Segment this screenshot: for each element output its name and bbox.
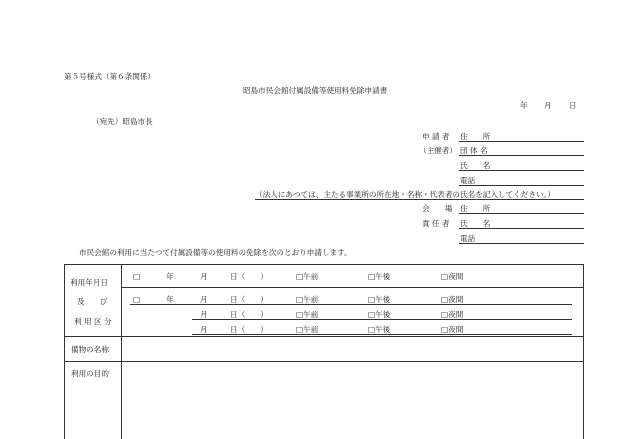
group-name-line[interactable] <box>459 155 584 156</box>
applicant-phone-label: 電話 <box>460 176 476 185</box>
manager-label: 責 任 者 <box>422 219 450 228</box>
row1-day: 日（ ） <box>230 272 268 281</box>
equipment-name-label: 備物の名称 <box>71 345 109 354</box>
row3-afternoon-checkbox[interactable]: □午後 <box>368 310 391 319</box>
row2-month: 月 <box>200 295 208 304</box>
corporation-note: （法人にあつては、主たる事業所の所在地・名称・代表者の氏名を記入してください。） <box>255 190 555 199</box>
applicant-label: 申 請 者 <box>422 132 450 141</box>
row3-night-checkbox[interactable]: □夜間 <box>441 310 464 319</box>
row4-afternoon-checkbox[interactable]: □午後 <box>368 325 391 334</box>
applicant-name-line[interactable] <box>459 170 584 171</box>
row2-checkbox[interactable]: □ <box>133 295 141 304</box>
table-top-border <box>64 264 584 265</box>
request-text: 市民会館の利用に当たつて付属設備等の使用料の免除を次のとおり申請します。 <box>79 248 352 257</box>
row1-month: 月 <box>200 272 208 281</box>
row3-month: 月 <box>200 310 208 319</box>
manager-address-label: 住 所 <box>460 204 491 213</box>
applicant-phone-line[interactable] <box>459 185 584 186</box>
row3-underline <box>192 319 572 320</box>
applicant-name-label: 氏 名 <box>460 161 491 170</box>
row1-night-checkbox[interactable]: □夜間 <box>441 272 464 281</box>
usage-purpose-label: 利用の目的 <box>71 369 109 378</box>
organizer-label: （主催者） <box>419 146 457 155</box>
manager-phone-line[interactable] <box>459 243 584 244</box>
row2-day: 日（ ） <box>230 295 268 304</box>
row3-morning-checkbox[interactable]: □午前 <box>296 310 319 319</box>
manager-address-line[interactable] <box>459 213 584 214</box>
form-number: 第５号様式（第６条関係） <box>64 72 156 81</box>
applicant-address-line[interactable] <box>459 141 584 142</box>
row1-afternoon-checkbox[interactable]: □午後 <box>368 272 391 281</box>
row1-checkbox[interactable]: □ <box>133 272 141 281</box>
row4-night-checkbox[interactable]: □夜間 <box>441 325 464 334</box>
and-label: 及 び <box>77 297 108 306</box>
addressee: （宛先）昭島市長 <box>92 117 153 126</box>
usage-date-label: 利用年月日 <box>70 278 108 287</box>
row2-year: 年 <box>166 295 174 304</box>
row2-night-checkbox[interactable]: □夜間 <box>441 295 464 304</box>
table-label-divider <box>121 264 122 439</box>
date-year-label: 年 <box>520 101 528 110</box>
row-divider-1 <box>121 287 584 288</box>
manager-name-label: 氏 名 <box>460 219 491 228</box>
date-day-label: 日 <box>569 101 577 110</box>
usage-category-label: 利 用 区 分 <box>74 317 112 326</box>
applicant-address-label: 住 所 <box>460 132 491 141</box>
row4-month: 月 <box>200 325 208 334</box>
venue-label: 会 場 <box>422 204 453 213</box>
row2-afternoon-checkbox[interactable]: □午後 <box>368 295 391 304</box>
row4-underline <box>192 334 572 335</box>
date-month-label: 月 <box>544 101 552 110</box>
row4-day: 日（ ） <box>230 325 268 334</box>
row1-morning-checkbox[interactable]: □午前 <box>296 272 319 281</box>
row1-year: 年 <box>166 272 174 281</box>
table-right-border <box>583 264 584 439</box>
page-title: 昭島市民会館付属設備等使用料免除申請書 <box>243 86 388 95</box>
group-name-label: 団 体 名 <box>460 146 488 155</box>
manager-name-line[interactable] <box>459 228 584 229</box>
manager-phone-label: 電話 <box>460 234 476 243</box>
row-divider-3 <box>64 361 584 362</box>
row4-morning-checkbox[interactable]: □午前 <box>296 325 319 334</box>
table-left-border <box>64 264 65 439</box>
corporation-note-underline <box>255 199 584 200</box>
row-divider-2 <box>64 336 584 337</box>
row3-day: 日（ ） <box>230 310 268 319</box>
row2-morning-checkbox[interactable]: □午前 <box>296 295 319 304</box>
row2-underline <box>130 304 572 305</box>
